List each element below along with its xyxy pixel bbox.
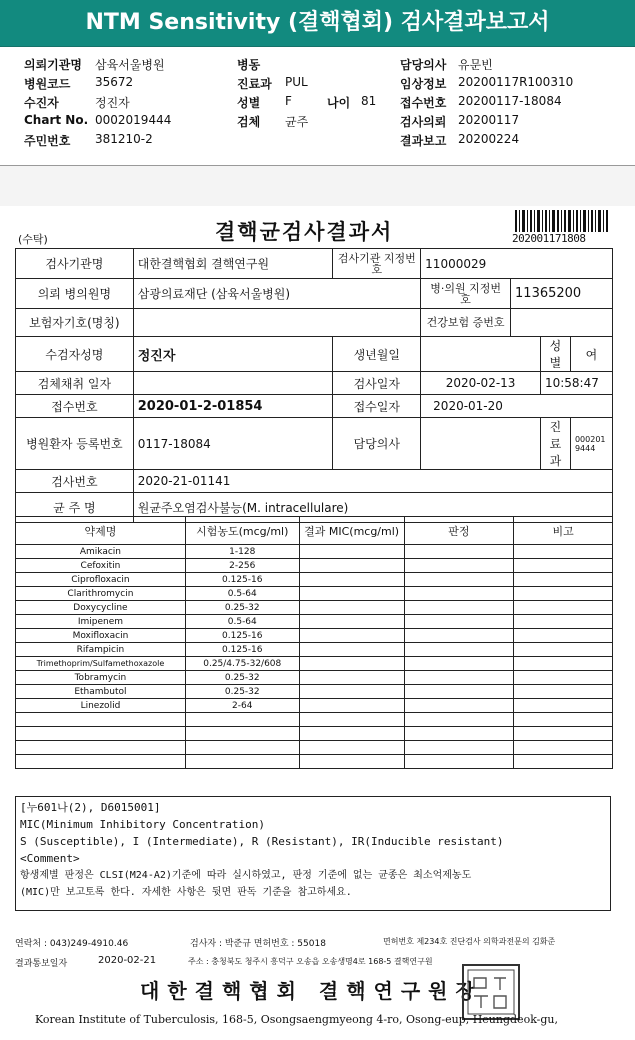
patient-label: 수진자	[24, 96, 59, 110]
drug-range: 0.125-16	[185, 573, 299, 587]
table-row	[16, 713, 613, 727]
info-row	[0, 113, 635, 131]
table-row	[16, 685, 613, 699]
drug-range: 0.25/4.75-32/608	[185, 657, 299, 671]
physician-value	[421, 418, 541, 470]
test-no-value: 2020-21-01141	[133, 470, 612, 493]
recv-date-value: 2020-01-20	[421, 395, 613, 418]
drug-range: 0.5-64	[185, 587, 299, 601]
patient-value: 정진자	[95, 96, 130, 110]
note-line: (MIC)만 보고토록 한다. 자세한 사항은 뒷면 판독 기준을 참고하세요.	[20, 887, 352, 898]
footer-examiner: 검사자 : 박준규 면허번호 : 55018	[190, 939, 326, 949]
req-hosp-value: 삼광의료재단 (삼육서울병원)	[133, 279, 420, 309]
lab-value: 대한결핵협회 결핵연구원	[133, 249, 333, 279]
col-interp-header: 판정	[404, 517, 514, 545]
note-line: S (Susceptible), I (Intermediate), R (Resistant), IR(Inducible resistant)	[20, 835, 504, 848]
doctor-label: 담당의사	[400, 58, 447, 72]
clinical-value: 20200117R100310	[458, 75, 574, 89]
footer-report-date-label: 결과통보일자	[15, 959, 68, 969]
notes-box	[15, 796, 611, 911]
drug-name: Imipenem	[16, 615, 186, 629]
drug-range: 2-256	[185, 559, 299, 573]
table-row	[16, 601, 613, 615]
table-row	[16, 337, 613, 372]
physician-label: 담당의사	[333, 418, 421, 470]
drug-name: Ethambutol	[16, 685, 186, 699]
institute-english: Korean Institute of Tuberculosis, 168-5, Osongsaengmyeong 4-ro, Osong-eup, Heungdeok-gu,	[35, 1013, 559, 1026]
patient-no-value: 0117-18084	[133, 418, 333, 470]
footer-license: 면허번호 제234호 진단검사 의학과전문의 김화준	[383, 937, 556, 946]
recv-date-label: 접수일자	[333, 395, 421, 418]
table-row	[16, 587, 613, 601]
lab-code-value: 11000029	[421, 249, 613, 279]
code-label: 병원코드	[24, 77, 71, 91]
age-value: 81	[361, 94, 377, 108]
lab-label: 검사기관명	[16, 249, 134, 279]
sex-label: 성별	[540, 337, 570, 372]
footer-contact: 연락처 : 043)249-4910.46	[15, 939, 129, 949]
note-line: 항생제별 판정은 CLSI(M24-A2)기준에 따라 실시하였고, 판정 기준에 없는 균종은 최소억제농도	[20, 870, 472, 881]
col-mic-header: 결과 MIC(mcg/ml)	[299, 517, 404, 545]
drug-range: 0.5-64	[185, 615, 299, 629]
barcode-number: 202001171808	[512, 232, 586, 245]
table-header-row	[16, 517, 613, 545]
age-label: 나이	[327, 96, 351, 110]
strain-label: 균 주 명	[16, 493, 134, 523]
table-row	[16, 657, 613, 671]
test-date-label: 검사일자	[333, 372, 421, 395]
code-value: 35672	[95, 75, 134, 89]
table-row	[16, 418, 613, 470]
specimen-value: 균주	[285, 115, 309, 129]
table-row	[16, 545, 613, 559]
test-date-value: 2020-02-13	[421, 372, 541, 395]
table-row	[16, 671, 613, 685]
note-line: <Comment>	[20, 852, 80, 865]
patient-table	[15, 248, 613, 523]
req-hosp-label: 의뢰 병의원명	[16, 279, 134, 309]
drug-range: 0.125-16	[185, 643, 299, 657]
footer-address: 주소 : 충청북도 청주시 흥덕구 오송읍 오송생명4로 168-5 결핵연구원	[188, 957, 433, 966]
accession-label: 접수번호	[16, 395, 134, 418]
drug-range: 1-128	[185, 545, 299, 559]
drug-range: 0.25-32	[185, 671, 299, 685]
barcode-icon	[515, 210, 609, 232]
report-title: NTM Sensitivity (결핵협회) 검사결과보고서	[0, 0, 635, 47]
drug-name: Ciprofloxacin	[16, 573, 186, 587]
table-row	[16, 372, 613, 395]
info-row	[0, 56, 635, 74]
clinical-label: 임상정보	[400, 77, 447, 91]
col-range-header: 시험농도(mcg/ml)	[185, 517, 299, 545]
chart-label: Chart No.	[24, 113, 89, 127]
accession-value: 2020-01-2-01854	[133, 395, 333, 418]
insurance-no-value	[511, 309, 613, 337]
request-value: 20200117	[458, 113, 520, 127]
drug-name: Linezolid	[16, 699, 186, 713]
drug-name: Clarithromycin	[16, 587, 186, 601]
sex-value: 여	[570, 337, 612, 372]
drug-range: 2-64	[185, 699, 299, 713]
collect-value	[133, 372, 333, 395]
test-no-label: 검사번호	[16, 470, 134, 493]
insurance-label: 보험자기호(명칭)	[16, 309, 134, 337]
table-row	[16, 573, 613, 587]
patient-no-label: 병원환자 등록번호	[16, 418, 134, 470]
col-drug-header: 약제명	[16, 517, 186, 545]
document-title: 결핵균검사결과서	[215, 219, 394, 244]
request-label: 검사의뢰	[400, 115, 447, 129]
req-code-label: 병·의원 지정번호	[421, 279, 511, 309]
table-row	[16, 559, 613, 573]
drug-name: Moxifloxacin	[16, 629, 186, 643]
info-row	[0, 132, 635, 150]
lab-code-label: 검사기관 지정번호	[333, 249, 421, 279]
table-row	[16, 249, 613, 279]
table-row	[16, 727, 613, 741]
collect-label: 검체채취 일자	[16, 372, 134, 395]
note-line: [누601나(2), D6015001]	[20, 801, 161, 814]
table-row	[16, 755, 613, 769]
drug-name: Trimethoprim/Sulfamethoxazole	[16, 657, 186, 671]
table-row	[16, 699, 613, 713]
institute-name: 대한결핵협회 결핵연구원장	[140, 979, 483, 1003]
separator-band	[0, 166, 635, 206]
birth-label: 생년월일	[333, 337, 421, 372]
ward-label: 병동	[237, 58, 261, 72]
hospital-label: 의뢰기관명	[24, 58, 82, 72]
table-row	[16, 643, 613, 657]
dept-value: 0002019444	[570, 418, 612, 470]
drug-range: 0.125-16	[185, 629, 299, 643]
doctor-value: 유문빈	[458, 58, 493, 72]
drug-range: 0.25-32	[185, 601, 299, 615]
info-row	[0, 75, 635, 93]
insurance-no-label: 건강보험 증번호	[421, 309, 511, 337]
drug-range: 0.25-32	[185, 685, 299, 699]
footer-report-date: 2020-02-21	[98, 955, 157, 966]
test-time-value: 10:58:47	[540, 372, 612, 395]
dept-label: 진료과	[237, 77, 272, 91]
receipt-label: 접수번호	[400, 96, 447, 110]
col-remark-header: 비고	[514, 517, 613, 545]
hospital-value: 삼육서울병원	[95, 58, 165, 72]
name-label: 수검자성명	[16, 337, 134, 372]
patient-info-panel	[0, 47, 635, 166]
official-seal-icon	[462, 964, 520, 1020]
name-value: 정진자	[133, 337, 333, 372]
table-row	[16, 279, 613, 309]
table-row	[16, 309, 613, 337]
mic-table	[15, 516, 613, 769]
sex-label: 성별	[237, 96, 261, 110]
sex-value: F	[285, 94, 292, 108]
specimen-label: 검체	[237, 115, 261, 129]
rrn-label: 주민번호	[24, 134, 71, 148]
strain-value: 원균주오염검사불능(M. intracellulare)	[133, 493, 612, 523]
rrn-value: 381210-2	[95, 132, 153, 146]
table-row	[16, 470, 613, 493]
insurance-value	[133, 309, 420, 337]
birth-value	[421, 337, 541, 372]
copy-label: (수탁)	[18, 233, 48, 246]
req-code-value: 11365200	[511, 279, 613, 309]
dept-label: 진료과	[540, 418, 570, 470]
dept-value: PUL	[285, 75, 308, 89]
info-row	[0, 94, 635, 112]
report-value: 20200224	[458, 132, 520, 146]
report-label: 결과보고	[400, 134, 447, 148]
table-row	[16, 395, 613, 418]
table-row	[16, 615, 613, 629]
drug-name: Tobramycin	[16, 671, 186, 685]
drug-name: Doxycycline	[16, 601, 186, 615]
drug-name: Amikacin	[16, 545, 186, 559]
table-row	[16, 629, 613, 643]
note-line: MIC(Minimum Inhibitory Concentration)	[20, 818, 266, 831]
drug-name: Cefoxitin	[16, 559, 186, 573]
scanned-document	[0, 206, 635, 1040]
table-row	[16, 741, 613, 755]
receipt-value: 20200117-18084	[458, 94, 562, 108]
drug-name: Rifampicin	[16, 643, 186, 657]
chart-value: 0002019444	[95, 113, 172, 127]
